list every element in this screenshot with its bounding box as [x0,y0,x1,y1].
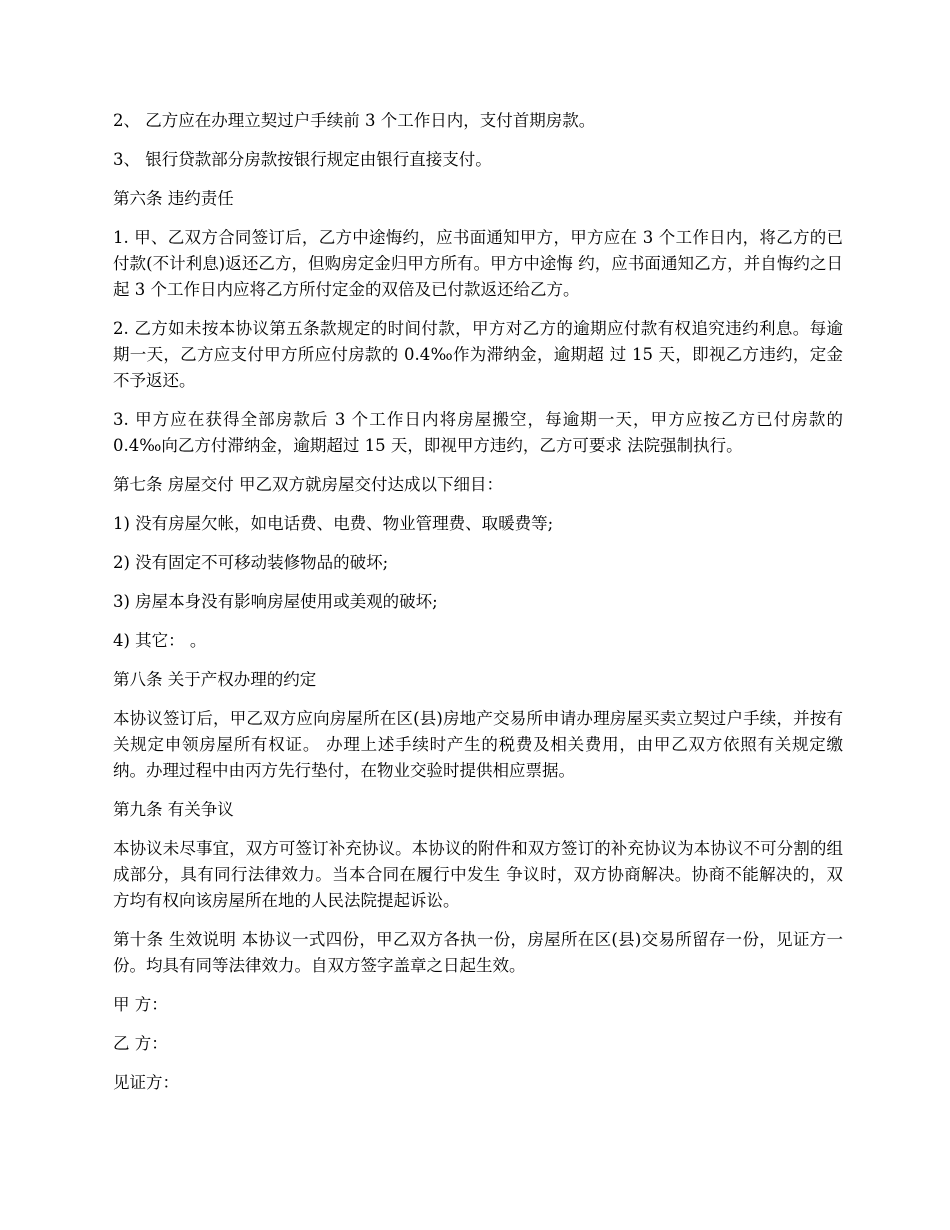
article-7-heading: 第七条 房屋交付 甲乙双方就房屋交付达成以下细目： [113,475,503,494]
article-8-body: 本协议签订后，甲乙双方应向房屋所在区(县)房地产交易所申请办理房屋买卖立契过户手续，并按有关规定申领房屋所有权证。 办理上述手续时产生的税费及相关费用，由甲乙双方依照有关规定缴纳。办理过程中由丙方先行垫付，在物业交验时提供相应票据。 [113,709,843,780]
payment-clause-2: 2、 乙方应在办理立契过户手续前 3 个工作日内，支付首期房款。 [113,111,596,130]
signature-party-b: 乙 方： [113,1034,168,1053]
article-10-body: 第十条 生效说明 本协议一式四份，甲乙双方各执一份，房屋所在区(县)交易所留存一份，见证方一份。均具有同等法律效力。自双方签字盖章之日起生效。 [113,930,843,975]
payment-clause-3: 3、 银行贷款部分房款按银行规定由银行直接支付。 [113,150,492,169]
article-6-clause-3: 3. 甲方应在获得全部房款后 3 个工作日内将房屋搬空，每逾期一天，甲方应按乙方已付房款的 0.4‰向乙方付滞纳金，逾期超过 15 天，即视甲方违约，乙方可要求 法院强制执行。 [113,410,843,455]
article-9-body: 本协议未尽事宜，双方可签订补充协议。本协议的附件和双方签订的补充协议为本协议不可分割的组成部分，具有同行法律效力。当本合同在履行中发生 争议时，双方协商解决。协商不能解决的，双方均有权向该房屋所在地的人民法院提起诉讼。 [113,839,843,910]
article-6-heading: 第六条 违约责任 [113,189,234,208]
document-page [113,108,843,1109]
article-7-item-3: 3) 房屋本身没有影响房屋使用或美观的破坏; [113,592,438,611]
article-8-heading: 第八条 关于产权办理的约定 [113,670,317,689]
signature-party-a: 甲 方： [113,995,168,1014]
article-7-item-4: 4) 其它： 。 [113,631,207,650]
article-6-clause-2: 2. 乙方如未按本协议第五条款规定的时间付款，甲方对乙方的逾期应付款有权追究违约利息。每逾期一天，乙方应支付甲方所应付房款的 0.4‰作为滞纳金，逾期超 过 15 天，即视乙方违约，定金不予返还。 [113,319,843,390]
signature-witness: 见证方： [113,1073,179,1092]
article-9-heading: 第九条 有关争议 [113,800,234,819]
article-7-item-1: 1) 没有房屋欠帐，如电话费、电费、物业管理费、取暖费等; [113,514,554,533]
article-7-item-2: 2) 没有固定不可移动装修物品的破坏; [113,553,389,572]
article-6-clause-1: 1. 甲、乙双方合同签订后，乙方中途悔约，应书面通知甲方，甲方应在 3 个工作日内，将乙方的已付款(不计利息)返还乙方，但购房定金归甲方所有。甲方中途悔 约，应书面通知乙方，并自悔约之日起 3 个工作日内应将乙方所付定金的双倍及已付款返还给乙方。 [113,228,843,299]
